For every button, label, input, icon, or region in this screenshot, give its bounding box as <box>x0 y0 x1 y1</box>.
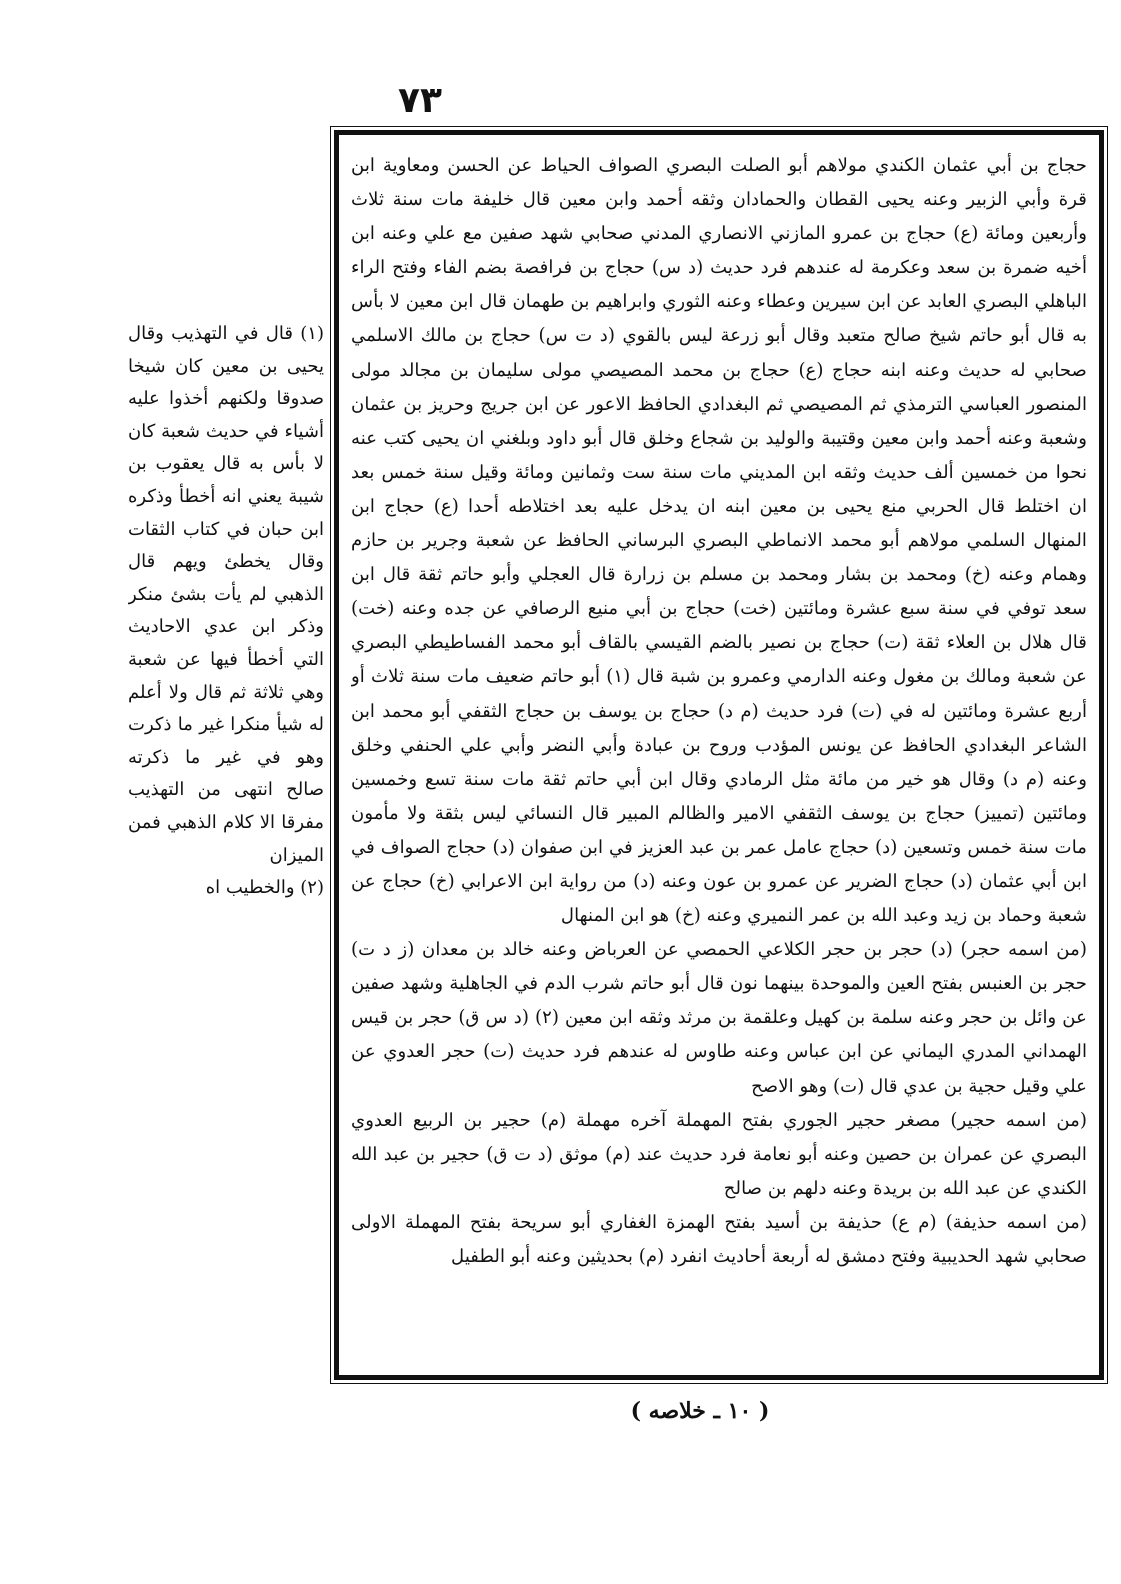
page-number: ٧٣ <box>398 80 442 121</box>
margin-note: (١) قال في التهذيب وقال يحيى بن معين كان شيخا صدوقا ولكنهم أخذوا عليه أشياء في حديث شعبة كان لا بأس به قال يعقوب بن شيبة يعني انه أخطأ وذكره ابن حبان في كتاب الثقات وقال يخطئ ويهم قال الذهبي لم يأت بشئ منكر وذكر ابن عدي الاحاديث التي أخطأ فيها عن شعبة وهي ثلاثة ثم قال ولا أعلم له شيأ منكرا غير ما ذكرت وهو في غير ما ذكرته صالح انتهى من التهذيب مفرقا الا كلام الذهبي فمن الميزان <box>128 323 324 866</box>
paragraph: حجاج بن أبي عثمان الكندي مولاهم أبو الصلت البصري الصواف الحياط عن الحسن ومعاوية ابن قرة وأبي الزبير وعنه يحيى القطان والحمادان وثقه أحمد وابن معين قال خليفة مات سنة ثلاث وأربعين ومائة (ع) حجاج بن عمرو المازني الانصاري المدني صحابي شهد صفين مع علي وعنه ابن أخيه ضمرة بن سعد وعكرمة له عندهم فرد حديث (د س) حجاج بن فرافصة بضم الفاء وفتح الراء الباهلي البصري العابد عن ابن سيرين وعطاء وعنه الثوري وابراهيم بن طهمان قال ابن معين لا بأس به قال أبو حاتم شيخ صالح متعبد وقال أبو زرعة ليس بالقوي (د ت س) حجاج بن مالك الاسلمي صحابي له حديث وعنه ابنه حجاج (ع) حجاج بن محمد المصيصي مولى سليمان بن مجالد مولى المنصور العباسي الترمذي ثم المصيصي ثم البغدادي الحافظ الاعور عن ابن جريج وحريز بن عثمان وشعبة وعنه أحمد وابن معين وقتيبة والوليد بن شجاع وخلق قال أبو داود وبلغني ان يحيى كتب عنه نحوا من خمسين ألف حديث وثقه ابن المديني مات سنة ست وثمانين ومائة وقيل سنة خمس بعد ان اختلط قال الحربي منع يحيى بن معين ابنه ان يدخل عليه بعد اختلاطه أحدا (ع) حجاج ابن المنهال السلمي مولاهم أبو محمد الانماطي البصري البرساني الحافظ عن شعبة وجرير بن حازم وهمام وعنه (خ) ومحمد بن بشار ومحمد بن مسلم بن زرارة قال العجلي وأبو حاتم ثقة قال ابن سعد توفي في سنة سبع عشرة ومائتين (خت) حجاج بن أبي منيع الرصافي عن جده وعنه (خت) قال هلال بن العلاء ثقة (ت) حجاج بن نصير بالضم القيسي بالقاف أبو محمد الفساطيطي البصري عن شعبة ومالك بن مغول وعنه الدارمي وعمرو بن شبة قال (١) أبو حاتم ضعيف مات سنة ثلاث أو أربع عشرة ومائتين له في (ت) فرد حديث (م د) حجاج بن يوسف بن حجاج الثقفي أبو محمد ابن الشاعر البغدادي الحافظ عن يونس المؤدب وروح بن عبادة وأبي النضر وأبي علي الحنفي وخلق وعنه (م د) وقال هو خير من مائة مثل الرمادي وقال ابن أبي حاتم ثقة مات سنة تسع وخمسين ومائتين (تمييز) حجاج بن يوسف الثقفي الامير والظالم المبير قال النسائي ليس بثقة ولا مأمون مات سنة خمس وتسعين (د) حجاج عامل عمر بن عبد العزيز في ابن صفوان (د) حجاج الصواف في ابن أبي عثمان (د) حجاج الضرير عن عمرو بن عون وعنه (د) من رواية ابن الاعرابي (خ) حجاج عن شعبة وحماد بن زيد وعبد الله بن عمر النميري وعنه (خ) هو ابن المنهال <box>351 155 1087 927</box>
text-frame <box>334 130 1104 1380</box>
paragraph: (من اسمه حجر) (د) حجر بن حجر الكلاعي الحمصي عن العرباض وعنه خالد بن معدان (ز د ت) حجر بن العنبس بفتح العين والموحدة بينهما نون قال أبو حاتم شرب الدم في الجاهلية وشهد صفين عن وائل بن حجر وعنه سلمة بن كهيل وعلقمة بن مرثد وثقه ابن معين (٢) (د س ق) حجر بن قيس الهمداني المدري اليماني عن ابن عباس وعنه طاوس له عندهم فرد حديث (ت) حجر العدوي عن علي وقيل حجية بن عدي قال (ت) وهو الاصح <box>351 939 1087 1097</box>
signature-mark: ( ١٠ ـ خلاصه ) <box>630 1398 770 1424</box>
paragraph: (من اسمه حذيفة) (م ع) حذيفة بن أسيد بفتح الهمزة الغفاري أبو سريحة بفتح المهملة الاولى صحابي شهد الحديبية وفتح دمشق له أربعة أحاديث انفرد (م) بحديثين وعنه أبو الطفيل <box>351 1211 1087 1267</box>
margin-note: (٢) والخطيب اه <box>205 877 324 899</box>
main-text <box>351 149 1087 1365</box>
paragraph: (من اسمه حجير) مصغر حجير الجوري بفتح المهملة آخره مهملة (م) حجير بن الربيع العدوي البصري عن عمران بن حصين وعنه أبو نعامة فرد حديث عند (م) موثق (د ت ق) حجير بن عبد الله الكندي عن عبد الله بن بريدة وعنه دلهم بن صالح <box>351 1109 1087 1199</box>
margin-notes <box>128 318 324 998</box>
